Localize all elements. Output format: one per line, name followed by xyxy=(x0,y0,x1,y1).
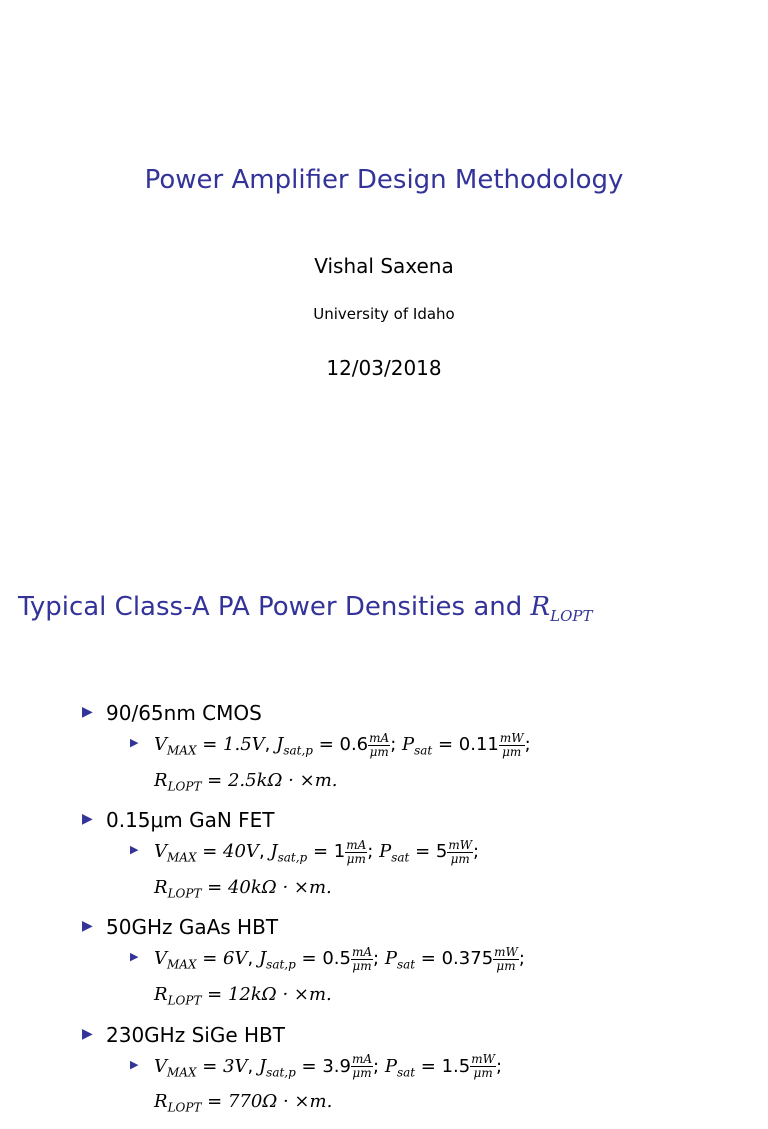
jsat-value: 1 xyxy=(333,841,346,863)
spec-item xyxy=(126,1052,531,1123)
spec-line-2: $R_{LOPT} = 40k\Omega \cdot \times m$. xyxy=(154,876,332,901)
vmax-value: 6V xyxy=(223,948,248,970)
sub-bullet-triangle-icon: ▶ xyxy=(130,843,139,857)
jsat-value: 0.6 xyxy=(339,734,369,755)
frame-title-math: $R_{LOPT}$ xyxy=(530,592,593,626)
rlopt-value: 12kΩ · ×m. xyxy=(227,983,332,1005)
rlopt-value: 2.5kΩ · ×m. xyxy=(227,769,338,791)
mw-per-um-unit: $\frac{mW}{\mu m}$ xyxy=(448,837,473,866)
device-label: 50GHz GaAs HBT xyxy=(106,915,279,940)
bullet-triangle-icon: ▶ xyxy=(82,704,93,720)
vmax-value: 40V xyxy=(223,841,259,863)
spec-line-2: $R_{LOPT} = 2.5k\Omega \cdot \times m$. xyxy=(154,769,338,794)
rlopt-value: 770Ω · ×m. xyxy=(227,1091,333,1113)
spec-item xyxy=(126,944,531,1015)
device-item xyxy=(80,700,531,801)
vmax-value: 3V xyxy=(223,1055,248,1077)
jsat-value: 3.9 xyxy=(322,1055,351,1077)
psat-value: 5 xyxy=(435,841,448,863)
bullet-triangle-icon: ▶ xyxy=(82,811,93,828)
presentation-title: Power Amplifier Design Methodology xyxy=(144,165,624,195)
device-list xyxy=(80,700,531,1129)
frame-title xyxy=(18,592,592,625)
device-specs xyxy=(126,1052,531,1123)
spec-line-1: $V_{MAX} = 40V$, $J_{sat,p} = 1$ $\frac{mA}{\mu m}$ ; $P_{sat} = 5$ $\frac{mW}{\mu m}$ ; xyxy=(154,837,480,866)
author-name: Vishal Saxena xyxy=(314,254,454,278)
bullet-triangle-icon: ▶ xyxy=(82,918,93,935)
psat-value: 0.375 xyxy=(441,948,494,970)
institution: University of Idaho xyxy=(313,305,455,323)
mw-per-um-unit: $\frac{mW}{\mu m}$ xyxy=(494,944,518,973)
spec-item xyxy=(126,837,531,908)
bullet-triangle-icon: ▶ xyxy=(82,1025,93,1042)
spec-line-1: $V_{MAX} = 1.5V$, $J_{sat,p} = 0.6$ $\frac{mA}{\mu m}$ ; $P_{sat} = 0.11$ $\frac{mW}{\mu m}$ ; xyxy=(154,730,531,759)
ma-per-um-unit: $\frac{mA}{\mu m}$ xyxy=(351,1052,373,1081)
jsat-value: 0.5 xyxy=(322,948,351,970)
device-specs xyxy=(126,944,531,1015)
mw-per-um-unit: $\frac{mW}{\mu m}$ xyxy=(471,1052,495,1081)
spec-line-2: $R_{LOPT} = 770\Omega \cdot \times m$. xyxy=(154,1091,333,1115)
presentation-date: 12/03/2018 xyxy=(326,356,442,380)
sub-bullet-triangle-icon: ▶ xyxy=(130,1057,139,1071)
device-item xyxy=(80,914,531,1015)
device-label: 0.15μm GaN FET xyxy=(106,808,275,833)
title-slide xyxy=(0,0,768,560)
rlopt-value: 40kΩ · ×m. xyxy=(227,876,332,898)
sub-bullet-triangle-icon: ▶ xyxy=(130,950,139,964)
ma-per-um-unit: $\frac{mA}{\mu m}$ xyxy=(369,730,390,759)
frame-title-text: Typical Class-A PA Power Densities and xyxy=(18,592,531,622)
vmax-value: 1.5V xyxy=(223,734,265,755)
psat-value: 1.5 xyxy=(441,1055,471,1077)
psat-value: 0.11 xyxy=(458,734,499,755)
device-label: 230GHz SiGe HBT xyxy=(106,1022,285,1047)
spec-item xyxy=(126,730,531,801)
device-item xyxy=(80,1022,531,1123)
ma-per-um-unit: $\frac{mA}{\mu m}$ xyxy=(351,944,373,973)
mw-per-um-unit: $\frac{mW}{\mu m}$ xyxy=(499,730,524,759)
spec-line-2: $R_{LOPT} = 12k\Omega \cdot \times m$. xyxy=(154,983,332,1008)
device-specs xyxy=(126,837,531,908)
device-specs xyxy=(126,730,531,801)
spec-line-1: $V_{MAX} = 6V$, $J_{sat,p} = 0.5$ $\frac{mA}{\mu m}$ ; $P_{sat} = 0.375$ $\frac{mW}{\mu m}$ ; xyxy=(154,944,525,973)
sub-bullet-triangle-icon: ▶ xyxy=(130,736,139,749)
spec-line-1: $V_{MAX} = 3V$, $J_{sat,p} = 3.9$ $\frac{mA}{\mu m}$ ; $P_{sat} = 1.5$ $\frac{mW}{\mu m}$ ; xyxy=(154,1052,503,1081)
device-item xyxy=(80,807,531,908)
device-label: 90/65nm CMOS xyxy=(106,701,262,725)
ma-per-um-unit: $\frac{mA}{\mu m}$ xyxy=(346,837,367,866)
